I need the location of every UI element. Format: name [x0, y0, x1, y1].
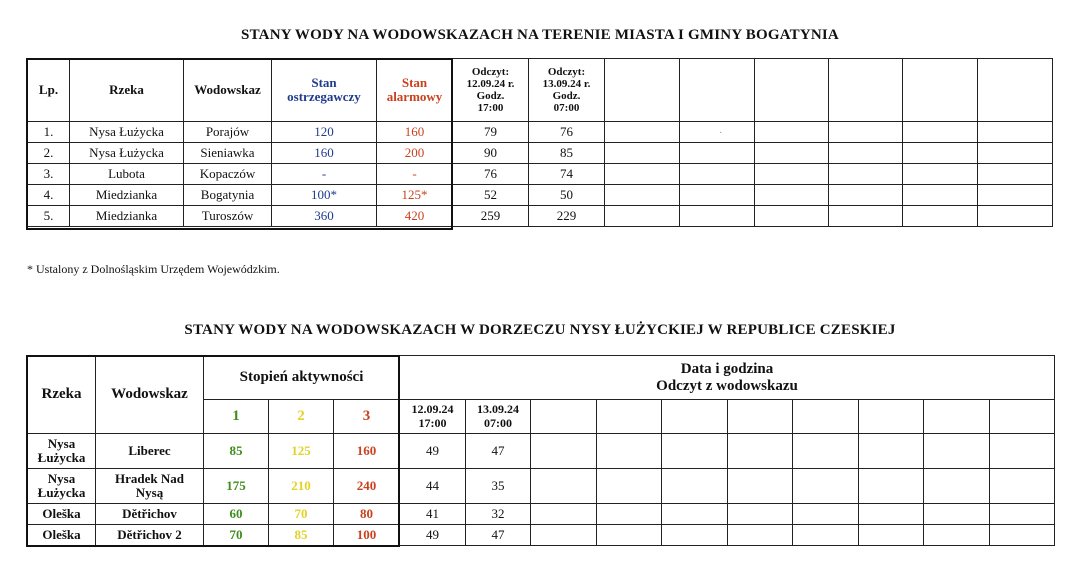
- cell-stan-alarmowy: -: [377, 164, 453, 185]
- cell-stan-alarmowy: 420: [377, 206, 453, 227]
- header-line: 17:00: [418, 415, 447, 430]
- empty-cell: [597, 434, 662, 469]
- empty-cell: [531, 504, 597, 525]
- empty-cell: [605, 143, 680, 164]
- col-header-rzeka: Rzeka: [28, 356, 96, 434]
- cell-line: Hradek Nad: [115, 470, 184, 486]
- empty-cell: [924, 469, 990, 504]
- cell-odczyt-1: 259: [453, 206, 529, 227]
- cell-stopien-1: 60: [204, 504, 269, 525]
- table-header-row: [28, 356, 1055, 400]
- cell-odczyt-2: 35: [466, 469, 531, 504]
- col-header-odczyt-1: [453, 59, 529, 122]
- cell-wodowskaz: Porajów: [184, 122, 272, 143]
- table-row: [28, 434, 1055, 469]
- title-bogatynia: STANY WODY NA WODOWSKAZACH NA TERENIE MIASTA I GMINY BOGATYNIA: [241, 27, 839, 43]
- empty-cell: [829, 143, 903, 164]
- empty-cell: [662, 469, 728, 504]
- cell-odczyt-1: 49: [400, 434, 466, 469]
- empty-cell: [924, 504, 990, 525]
- cell-lp: 2.: [28, 143, 70, 164]
- empty-cell: [531, 525, 597, 546]
- cell-lp: 3.: [28, 164, 70, 185]
- cell-stopien-2: 125: [269, 434, 334, 469]
- empty-cell: [531, 469, 597, 504]
- empty-cell: [531, 434, 597, 469]
- cell-line: Łużycka: [37, 485, 86, 500]
- cell-stan-alarmowy: 160: [377, 122, 453, 143]
- header-line: 12.09.24 r.: [466, 77, 515, 90]
- table-row: [28, 469, 1055, 504]
- empty-cell: [597, 525, 662, 546]
- table-row: [28, 206, 1053, 227]
- cell-wodowskaz: Kopaczów: [184, 164, 272, 185]
- empty-cell: [793, 504, 859, 525]
- table-row: [28, 185, 1053, 206]
- cell-wodowskaz: Turoszów: [184, 206, 272, 227]
- header-line: 17:00: [477, 102, 504, 115]
- col-header-stopien-1: 1: [204, 400, 269, 434]
- header-line: Godz.: [476, 90, 505, 102]
- empty-cell: [859, 400, 924, 434]
- empty-cell: [859, 525, 924, 546]
- cell-stopien-2: 70: [269, 504, 334, 525]
- empty-cell: [990, 469, 1055, 504]
- empty-cell: [793, 525, 859, 546]
- col-header-odczyt-2: [466, 400, 531, 434]
- header-line: Data i godzina: [680, 361, 774, 377]
- cell-rzeka: Miedzianka: [70, 185, 184, 206]
- empty-cell: [859, 469, 924, 504]
- empty-cell: [662, 434, 728, 469]
- header-line: 07:00: [553, 102, 580, 115]
- cell-stopien-1: 175: [204, 469, 269, 504]
- cell-wodowskaz: Sieniawka: [184, 143, 272, 164]
- cell-rzeka: [28, 434, 96, 469]
- header-line: 12.09.24: [411, 402, 454, 417]
- empty-cell: [662, 400, 728, 434]
- table-bogatynia: [27, 58, 1053, 227]
- empty-cell: [680, 185, 755, 206]
- empty-cell: [903, 59, 978, 122]
- empty-cell: [859, 504, 924, 525]
- header-line: Godz.: [552, 90, 581, 102]
- empty-cell: [978, 164, 1053, 185]
- cell-stopien-3: 100: [334, 525, 400, 546]
- empty-cell: [829, 122, 903, 143]
- col-header-odczyt-2: [529, 59, 605, 122]
- cell-stopien-3: 240: [334, 469, 400, 504]
- col-header-stopien-3: 3: [334, 400, 400, 434]
- cell-rzeka: Nysa Łużycka: [70, 122, 184, 143]
- empty-cell: [924, 400, 990, 434]
- cell-lp: 4.: [28, 185, 70, 206]
- empty-cell: [924, 525, 990, 546]
- empty-cell: [903, 143, 978, 164]
- cell-odczyt-2: 50: [529, 185, 605, 206]
- empty-cell: [829, 164, 903, 185]
- empty-cell: [597, 504, 662, 525]
- empty-cell: [662, 525, 728, 546]
- table-row: [28, 143, 1053, 164]
- table-czech: [27, 355, 1055, 546]
- header-line: 13.09.24: [477, 402, 519, 417]
- empty-cell: [829, 59, 903, 122]
- cell-stan-alarmowy: 200: [377, 143, 453, 164]
- cell-odczyt-2: 47: [466, 525, 531, 546]
- empty-cell: [680, 59, 755, 122]
- empty-cell: [829, 185, 903, 206]
- table-row: [28, 164, 1053, 185]
- empty-cell: [728, 504, 793, 525]
- col-header-lp: Lp.: [28, 59, 70, 122]
- empty-cell: [990, 504, 1055, 525]
- empty-cell: [978, 143, 1053, 164]
- cell-odczyt-2: 229: [529, 206, 605, 227]
- cell-wodowskaz: Dětřichov 2: [96, 525, 204, 546]
- table-row: [28, 122, 1053, 143]
- cell-stopien-1: 85: [204, 434, 269, 469]
- cell-rzeka: [28, 469, 96, 504]
- cell-stopien-3: 80: [334, 504, 400, 525]
- empty-cell: [680, 122, 755, 143]
- empty-cell: [829, 206, 903, 227]
- cell-rzeka: Nysa Łużycka: [70, 143, 184, 164]
- col-header-stopien-aktywnosci: Stopień aktywności: [204, 356, 400, 400]
- empty-cell: [680, 206, 755, 227]
- header-line: Stan: [311, 74, 337, 90]
- empty-cell: [755, 206, 829, 227]
- cell-stan-ostrzegawczy: 100*: [272, 185, 377, 206]
- cell-rzeka: Miedzianka: [70, 206, 184, 227]
- empty-cell: [662, 504, 728, 525]
- empty-cell: [990, 525, 1055, 546]
- empty-cell: [903, 185, 978, 206]
- cell-odczyt-2: 85: [529, 143, 605, 164]
- cell-stan-ostrzegawczy: -: [272, 164, 377, 185]
- col-header-wodowskaz: Wodowskaz: [184, 59, 272, 122]
- cell-wodowskaz: Liberec: [96, 434, 204, 469]
- header-line: 13.09.24 r.: [542, 77, 591, 90]
- empty-cell: [605, 59, 680, 122]
- table-row: [28, 525, 1055, 546]
- table-row: [28, 504, 1055, 525]
- empty-cell: [924, 434, 990, 469]
- empty-cell: [903, 122, 978, 143]
- empty-cell: [990, 400, 1055, 434]
- cell-stan-alarmowy: 125*: [377, 185, 453, 206]
- empty-cell: [978, 59, 1053, 122]
- cell-rzeka: Oleška: [28, 525, 96, 546]
- col-header-stan-alarmowy: [377, 59, 453, 122]
- table-header-row: [28, 59, 1053, 122]
- col-header-rzeka: Rzeka: [70, 59, 184, 122]
- cell-stopien-3: 160: [334, 434, 400, 469]
- cell-wodowskaz: Dětřichov: [96, 504, 204, 525]
- title-czech: STANY WODY NA WODOWSKAZACH W DORZECZU NYSY ŁUŻYCKIEJ W REPUBLICE CZESKIEJ: [184, 322, 896, 338]
- empty-cell: [793, 434, 859, 469]
- col-header-stan-ostrzegawczy: [272, 59, 377, 122]
- empty-cell: [597, 400, 662, 434]
- col-header-wodowskaz: Wodowskaz: [96, 356, 204, 434]
- cell-wodowskaz: [96, 469, 204, 504]
- empty-cell: [755, 122, 829, 143]
- empty-cell: [859, 434, 924, 469]
- empty-cell: [597, 469, 662, 504]
- empty-cell: [605, 185, 680, 206]
- col-header-stopien-2: 2: [269, 400, 334, 434]
- header-line: ostrzegawczy: [287, 89, 361, 104]
- cell-lp: 5.: [28, 206, 70, 227]
- cell-stopien-2: 210: [269, 469, 334, 504]
- cell-odczyt-1: 44: [400, 469, 466, 504]
- col-header-odczyt-1: [400, 400, 466, 434]
- cell-odczyt-2: 47: [466, 434, 531, 469]
- header-line: Odczyt z wodowskazu: [656, 377, 798, 394]
- empty-cell: [605, 206, 680, 227]
- cell-line: Nysa: [47, 470, 76, 486]
- cell-odczyt-2: 74: [529, 164, 605, 185]
- empty-cell: [978, 185, 1053, 206]
- cell-odczyt-1: 52: [453, 185, 529, 206]
- col-header-data-i-godzina: [400, 356, 1055, 400]
- empty-cell: [531, 400, 597, 434]
- empty-cell: [978, 206, 1053, 227]
- cell-odczyt-2: 76: [529, 122, 605, 143]
- cell-odczyt-1: 79: [453, 122, 529, 143]
- cell-line: Nysa: [47, 435, 76, 451]
- empty-cell: [755, 164, 829, 185]
- cell-odczyt-2: 32: [466, 504, 531, 525]
- cell-odczyt-1: 41: [400, 504, 466, 525]
- header-line: Odczyt:: [547, 65, 586, 78]
- cell-line: Nysą: [135, 485, 164, 500]
- cell-stopien-1: 70: [204, 525, 269, 546]
- cell-stopien-2: 85: [269, 525, 334, 546]
- cell-stan-ostrzegawczy: 120: [272, 122, 377, 143]
- empty-cell: [903, 164, 978, 185]
- empty-cell: [755, 185, 829, 206]
- empty-cell: [990, 434, 1055, 469]
- empty-cell: [680, 164, 755, 185]
- empty-cell: [728, 469, 793, 504]
- header-line: alarmowy: [386, 89, 443, 104]
- empty-cell: [728, 525, 793, 546]
- cell-odczyt-1: 49: [400, 525, 466, 546]
- cell-wodowskaz: Bogatynia: [184, 185, 272, 206]
- cell-rzeka: Oleška: [28, 504, 96, 525]
- cell-odczyt-1: 90: [453, 143, 529, 164]
- empty-cell: [793, 469, 859, 504]
- cell-stan-ostrzegawczy: 160: [272, 143, 377, 164]
- empty-cell: [728, 400, 793, 434]
- empty-cell: [680, 143, 755, 164]
- empty-cell: [605, 164, 680, 185]
- scan-speck: ·: [719, 128, 723, 139]
- cell-rzeka: Lubota: [70, 164, 184, 185]
- header-line: 07:00: [484, 415, 512, 430]
- empty-cell: [728, 434, 793, 469]
- empty-cell: [978, 122, 1053, 143]
- cell-lp: 1.: [28, 122, 70, 143]
- cell-line: Łużycka: [37, 450, 86, 465]
- header-line: Odczyt:: [471, 65, 510, 78]
- empty-cell: [755, 59, 829, 122]
- empty-cell: [755, 143, 829, 164]
- header-line: Stan: [401, 74, 428, 90]
- cell-stan-ostrzegawczy: 360: [272, 206, 377, 227]
- empty-cell: [605, 122, 680, 143]
- footnote: * Ustalony z Dolnośląskim Urzędem Wojewódzkim.: [27, 262, 280, 276]
- empty-cell: [903, 206, 978, 227]
- cell-odczyt-1: 76: [453, 164, 529, 185]
- empty-cell: [793, 400, 859, 434]
